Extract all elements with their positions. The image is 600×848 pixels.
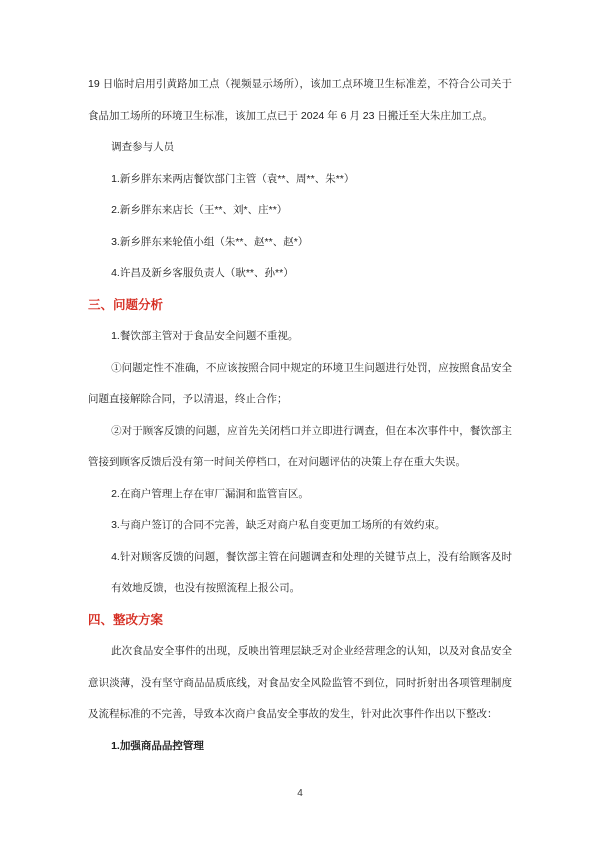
list-item-problem-3: 3.与商户签订的合同不完善，缺乏对商户私自变更加工场所的有效约束。 [111, 519, 446, 531]
list-item-participant-3: 3.新乡胖东来轮值小组（朱**、赵**、赵*） [111, 235, 309, 248]
paragraph-problem-1-subpoint-1: ①问题定性不准确，不应该按照合同中规定的环境卫生问题进行处罚，应按照食品安全问题直接解除合同，予以清退，终止合作； [88, 361, 512, 405]
paragraph-problem-1-subpoint-2: ②对于顾客反馈的问题，应首先关闭档口并立即进行调查，但在本次事件中，餐饮部主管接到顾客反馈后没有第一时间关停档口，在对问题评估的决策上存在重大失误。 [88, 424, 512, 468]
label-investigation-participants: 调查参与人员 [111, 141, 175, 153]
list-item-problem-4: 4.针对顾客反馈的问题，餐饮部主管在问题调查和处理的关键节点上，没有给顾客及时有效地反馈，也没有按照流程上报公司。 [111, 550, 512, 594]
heading-section-3-problem-analysis: 三、问题分析 [88, 297, 164, 312]
paragraph-rectification-intro: 此次食品安全事件的出现，反映出管理层缺乏对企业经营理念的认知，以及对食品安全意识淡薄，没有坚守商品品质底线，对食品安全风险监管不到位，同时折射出各项管理制度及流程标准的不完善，导致本次商户食品安全事故的发生，针对此次事件作出以下整改： [88, 645, 512, 720]
page-content [88, 69, 512, 762]
list-item-problem-1: 1.餐饮部主管对于食品安全问题不重视。 [111, 330, 299, 342]
list-item-participant-4: 4.许昌及新乡客服负责人（耿**、孙**） [111, 267, 294, 279]
paragraph-continued-processing-point-relocation: 19 日临时启用引黄路加工点（视频显示场所），该加工点环境卫生标准差，不符合公司关于食品加工场所的环境卫生标准，该加工点已于 2024 年 6 月 23 日搬迁至大朱庄加工点。 [88, 78, 512, 122]
page-number: 4 [297, 788, 303, 799]
subheading-strengthen-product-quality-control: 1.加强商品品控管理 [111, 739, 204, 752]
heading-section-4-rectification-plan: 四、整改方案 [88, 612, 164, 627]
list-item-participant-2: 2.新乡胖东来店长（王**、刘*、庄**） [111, 204, 288, 216]
list-item-participant-1: 1.新乡胖东来两店餐饮部门主管（袁**、周**、朱**） [111, 172, 355, 185]
list-item-problem-2: 2.在商户管理上存在审厂漏洞和监管盲区。 [111, 487, 309, 500]
